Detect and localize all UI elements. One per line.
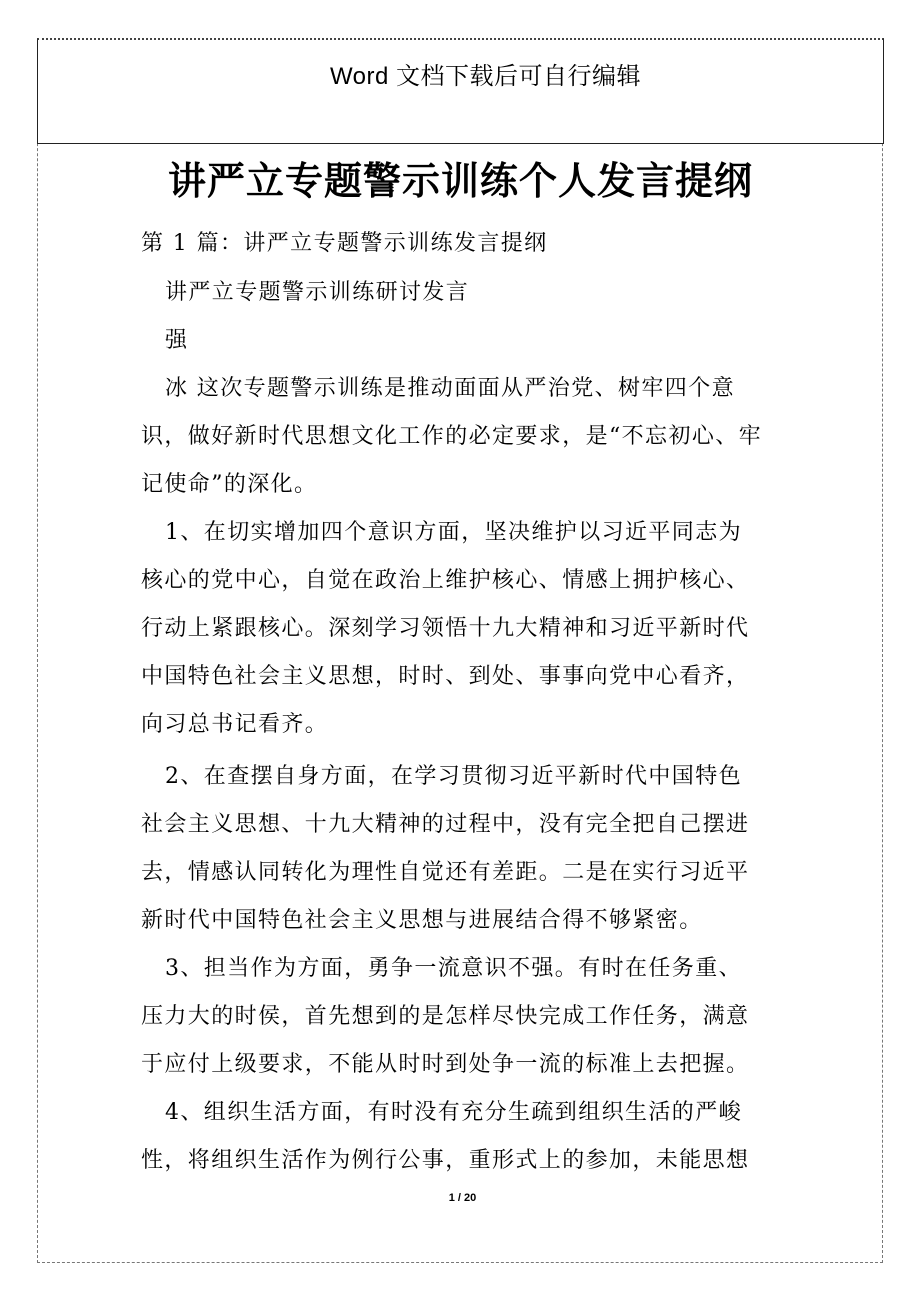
text-line: 讲严立专题警示训练研讨发言	[165, 280, 470, 305]
header-box	[37, 38, 884, 144]
text-line: 新时代中国特色社会主义思想与进展结合得不够紧密。	[141, 908, 703, 933]
header-text: Word 文档下载后可自行编辑	[329, 63, 642, 90]
text-line: 3、担当作为方面，勇争一流意识不强。有时在任务重、	[165, 956, 742, 981]
text-line: 1、在切实增加四个意识方面，坚决维护以习近平同志为	[165, 520, 742, 545]
text-line: 行动上紧跟核心。深刻学习领悟十九大精神和习近平新时代	[141, 616, 750, 641]
text-line: 2、在查摆自身方面，在学习贯彻习近平新时代中国特色	[165, 764, 742, 789]
text-line: 第 1 篇：讲严立专题警示训练发言提纲	[141, 231, 548, 256]
page-border	[37, 38, 883, 1263]
text-line: 4、组织生活方面，有时没有充分生疏到组织生活的严峻	[165, 1100, 742, 1125]
text-line: 记使命”的深化。	[141, 472, 318, 497]
text-line: 核心的党中心，自觉在政治上维护核心、情感上拥护核心、	[141, 568, 750, 593]
text-line: 冰 这次专题警示训练是推动面面从严治党、树牢四个意	[165, 376, 735, 401]
text-line: 压力大的时侯，首先想到的是怎样尽快完成工作任务，满意	[141, 1004, 750, 1029]
text-line: 中国特色社会主义思想，时时、到处、事事向党中心看齐，	[141, 664, 750, 689]
text-line: 于应付上级要求，不能从时时到处争一流的标准上去把握。	[141, 1052, 750, 1077]
text-line: 去，情感认同转化为理性自觉还有差距。二是在实行习近平	[141, 860, 750, 885]
text-line: 强	[165, 328, 189, 353]
text-line: 识，做好新时代思想文化工作的必定要求，是“不忘初心、牢	[141, 424, 763, 449]
page-number: 1 / 20	[448, 1192, 477, 1204]
text-line: 性，将组织生活作为例行公事，重形式上的参加，未能思想	[141, 1148, 750, 1173]
document-title: 讲严立专题警示训练个人发言提纲	[167, 158, 753, 203]
text-line: 社会主义思想、十九大精神的过程中，没有完全把自己摆进	[141, 812, 750, 837]
text-line: 向习总书记看齐。	[141, 712, 329, 737]
